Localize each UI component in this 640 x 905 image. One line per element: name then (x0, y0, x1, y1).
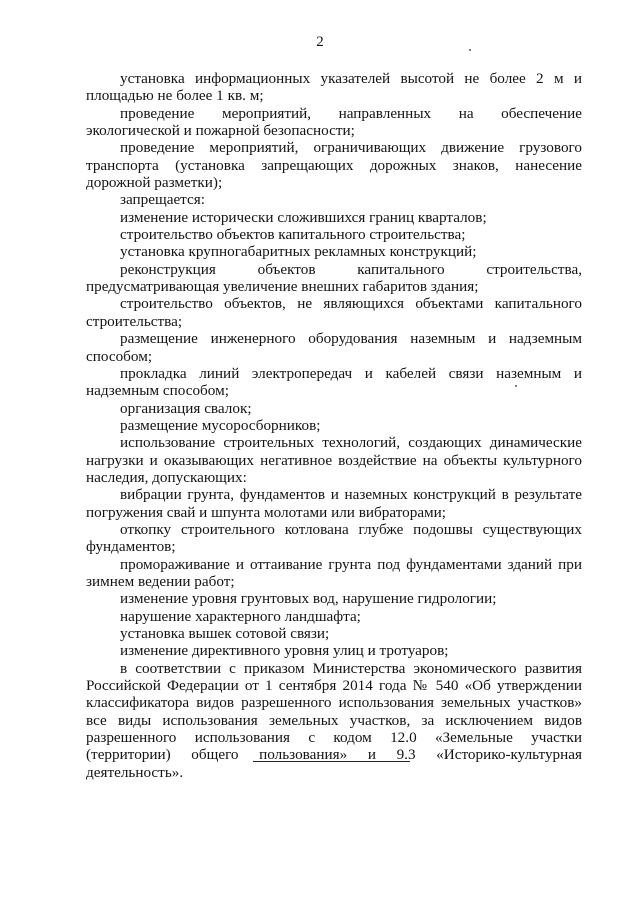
paragraph: использование строительных технологий, создающих динамические нагрузки и оказывающих негативное воздействие на объекты культурного наследия, допускающих: (86, 434, 582, 486)
page-number: 2 (316, 34, 324, 50)
paragraph: прокладка линий электропередач и кабелей связи наземным и надземным способом; (86, 364, 582, 400)
end-divider-line (253, 761, 410, 762)
paragraph: в соответствии с приказом Министерства экономического развития Российской Федерации от 1 сентября 2014 года № 540 «Об утверждении классификатора видов разрешенного использования земельных участков» все виды использования земельных участков, за исключением видов разрешенного использования с кодом 12.0 «Земельные участки (территории) общего пользования» и 9.3 «Историко-культурная деятельность». (86, 659, 582, 781)
scan-speck (515, 385, 517, 387)
paragraph: размещение мусоросборников; (120, 416, 321, 434)
paragraph: проведение мероприятий, направленных на обеспечение экологической и пожарной безопасности; (86, 104, 582, 140)
paragraph: организация свалок; (120, 399, 252, 417)
paragraph: откопку строительного котлована глубже подошвы существующих фундаментов; (86, 520, 582, 556)
paragraph: промораживание и оттаивание грунта под фундаментами зданий при зимнем ведении работ; (86, 555, 582, 590)
document-body (86, 70, 582, 781)
paragraph: реконструкция объектов капитального строительства, предусматривающая увеличение внешних габаритов здания; (86, 260, 582, 296)
paragraph: нарушение характерного ландшафта; (120, 607, 361, 625)
paragraph: установка крупногабаритных рекламных конструкций; (120, 243, 477, 261)
paragraph: изменение исторически сложившихся границ кварталов; (120, 208, 487, 226)
paragraph: проведение мероприятий, ограничивающих движение грузового транспорта (установка запрещающих дорожных знаков, нанесение дорожной разметки); (86, 139, 582, 192)
paragraph: вибрации грунта, фундаментов и наземных конструкций в результате погружения свай и шпунта молотами или вибраторами; (86, 486, 582, 521)
paragraph: изменение директивного уровня улиц и тротуаров; (120, 642, 449, 660)
paragraph: установка вышек сотовой связи; (120, 625, 330, 642)
paragraph: установка информационных указателей высотой не более 2 м и площадью не более 1 кв. м; (86, 70, 582, 105)
paragraph: размещение инженерного оборудования наземным и надземным способом; (86, 330, 582, 365)
paragraph: строительство объектов капитального строительства; (120, 226, 466, 244)
paragraph: запрещается: (120, 191, 205, 209)
paragraph: строительство объектов, не являющихся объектами капитального строительства; (86, 295, 582, 330)
paragraph: изменение уровня грунтовых вод, нарушение гидрологии; (120, 590, 497, 608)
scan-speck (469, 49, 471, 51)
